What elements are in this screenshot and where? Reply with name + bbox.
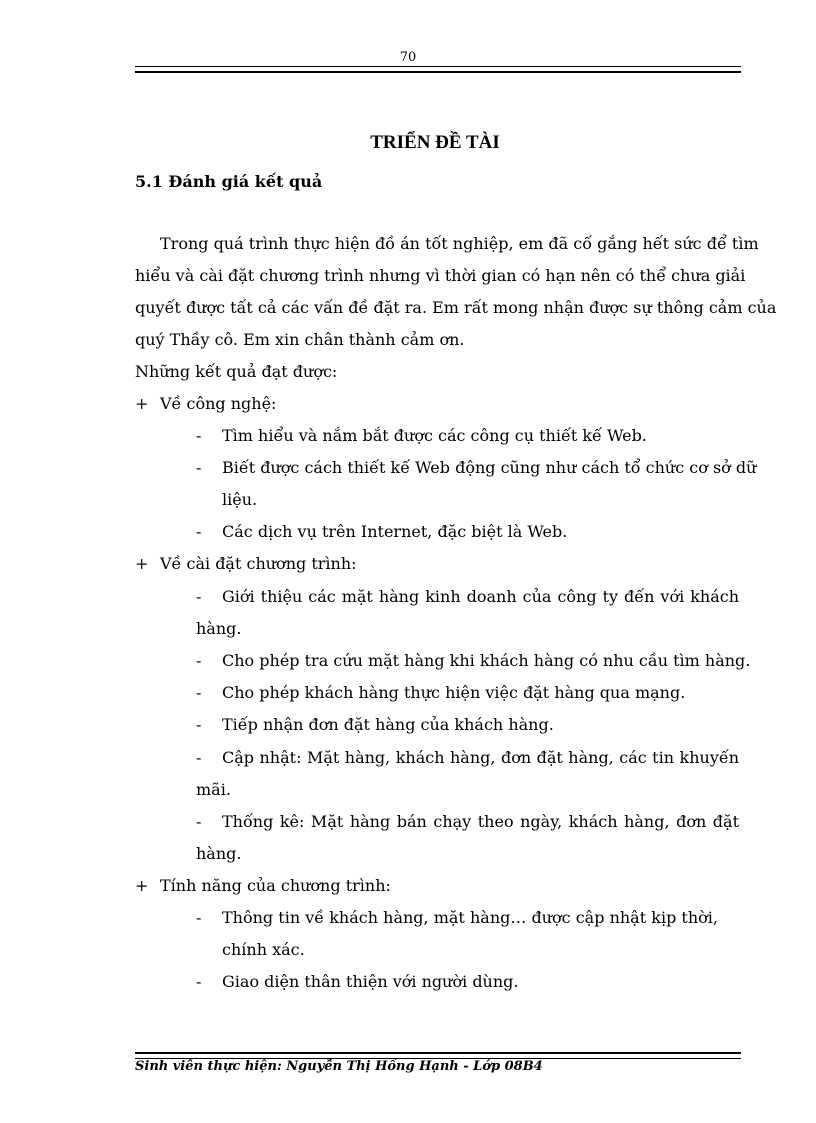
- list-item: Cho phép khách hàng thực hiện việc đặt hàng qua mạng.: [222, 683, 686, 702]
- intro-line: quyết được tất cả các vấn đề đặt ra. Em rất mong nhận được sự thông cảm của: [135, 298, 777, 317]
- group-title: Về cài đặt chương trình:: [160, 554, 357, 573]
- list-item: Giới thiệu các mặt hàng kinh doanh của công ty đến với khách: [222, 587, 739, 606]
- list-item: Giao diện thân thiện với người dùng.: [222, 972, 519, 991]
- dash-bullet: -: [196, 683, 202, 702]
- list-item: Thông tin về khách hàng, mặt hàng… được cập nhật kịp thời,: [222, 908, 718, 927]
- intro-line: quý Thầy cô. Em xin chân thành cảm ơn.: [135, 330, 465, 349]
- list-item-continuation: liệu.: [222, 490, 258, 509]
- dash-bullet: -: [196, 426, 202, 445]
- dash-bullet: -: [196, 972, 202, 991]
- group-title: Tính năng của chương trình:: [160, 876, 391, 895]
- section-heading: 5.1 Đánh giá kết quả: [135, 172, 323, 191]
- footer-author: Sinh viên thực hiện: Nguyễn Thị Hồng Hạnh - Lớp 08B4: [135, 1059, 543, 1074]
- plus-bullet: +: [135, 554, 149, 573]
- list-item: Các dịch vụ trên Internet, đặc biệt là Web.: [222, 522, 568, 541]
- list-item-continuation: hàng.: [196, 844, 242, 863]
- dash-bullet: -: [196, 812, 202, 831]
- chapter-title: TRIỂN ĐỀ TÀI: [370, 132, 500, 153]
- list-item: Tìm hiểu và nắm bắt được các công cụ thiết kế Web.: [222, 426, 647, 445]
- plus-bullet: +: [135, 876, 149, 895]
- list-item: Cập nhật: Mặt hàng, khách hàng, đơn đặt hàng, các tin khuyến: [222, 748, 739, 767]
- dash-bullet: -: [196, 908, 202, 927]
- list-item: Cho phép tra cứu mặt hàng khi khách hàng có nhu cầu tìm hàng.: [222, 651, 751, 670]
- list-item-continuation: chính xác.: [222, 940, 305, 959]
- intro-line: Trong quá trình thực hiện đồ án tốt nghiệp, em đã cố gắng hết sức để tìm: [160, 234, 759, 253]
- list-item: Biết được cách thiết kế Web động cũng như cách tổ chức cơ sở dữ: [222, 458, 757, 477]
- dash-bullet: -: [196, 715, 202, 734]
- dash-bullet: -: [196, 587, 202, 606]
- list-item: Thống kê: Mặt hàng bán chạy theo ngày, khách hàng, đơn đặt: [222, 812, 739, 831]
- dash-bullet: -: [196, 748, 202, 767]
- footer-rule: [135, 1052, 741, 1059]
- intro-line: hiểu và cài đặt chương trình nhưng vì thời gian có hạn nên có thể chưa giải: [135, 266, 746, 285]
- dash-bullet: -: [196, 522, 202, 541]
- results-label: Những kết quả đạt được:: [135, 362, 338, 381]
- list-item-continuation: hàng.: [196, 619, 242, 638]
- page-number: 70: [399, 50, 417, 65]
- header-rule: [135, 66, 741, 73]
- dash-bullet: -: [196, 458, 202, 477]
- dash-bullet: -: [196, 651, 202, 670]
- list-item-continuation: mãi.: [196, 780, 231, 799]
- group-title: Về công nghệ:: [160, 394, 277, 413]
- plus-bullet: +: [135, 394, 149, 413]
- list-item: Tiếp nhận đơn đặt hàng của khách hàng.: [222, 715, 554, 734]
